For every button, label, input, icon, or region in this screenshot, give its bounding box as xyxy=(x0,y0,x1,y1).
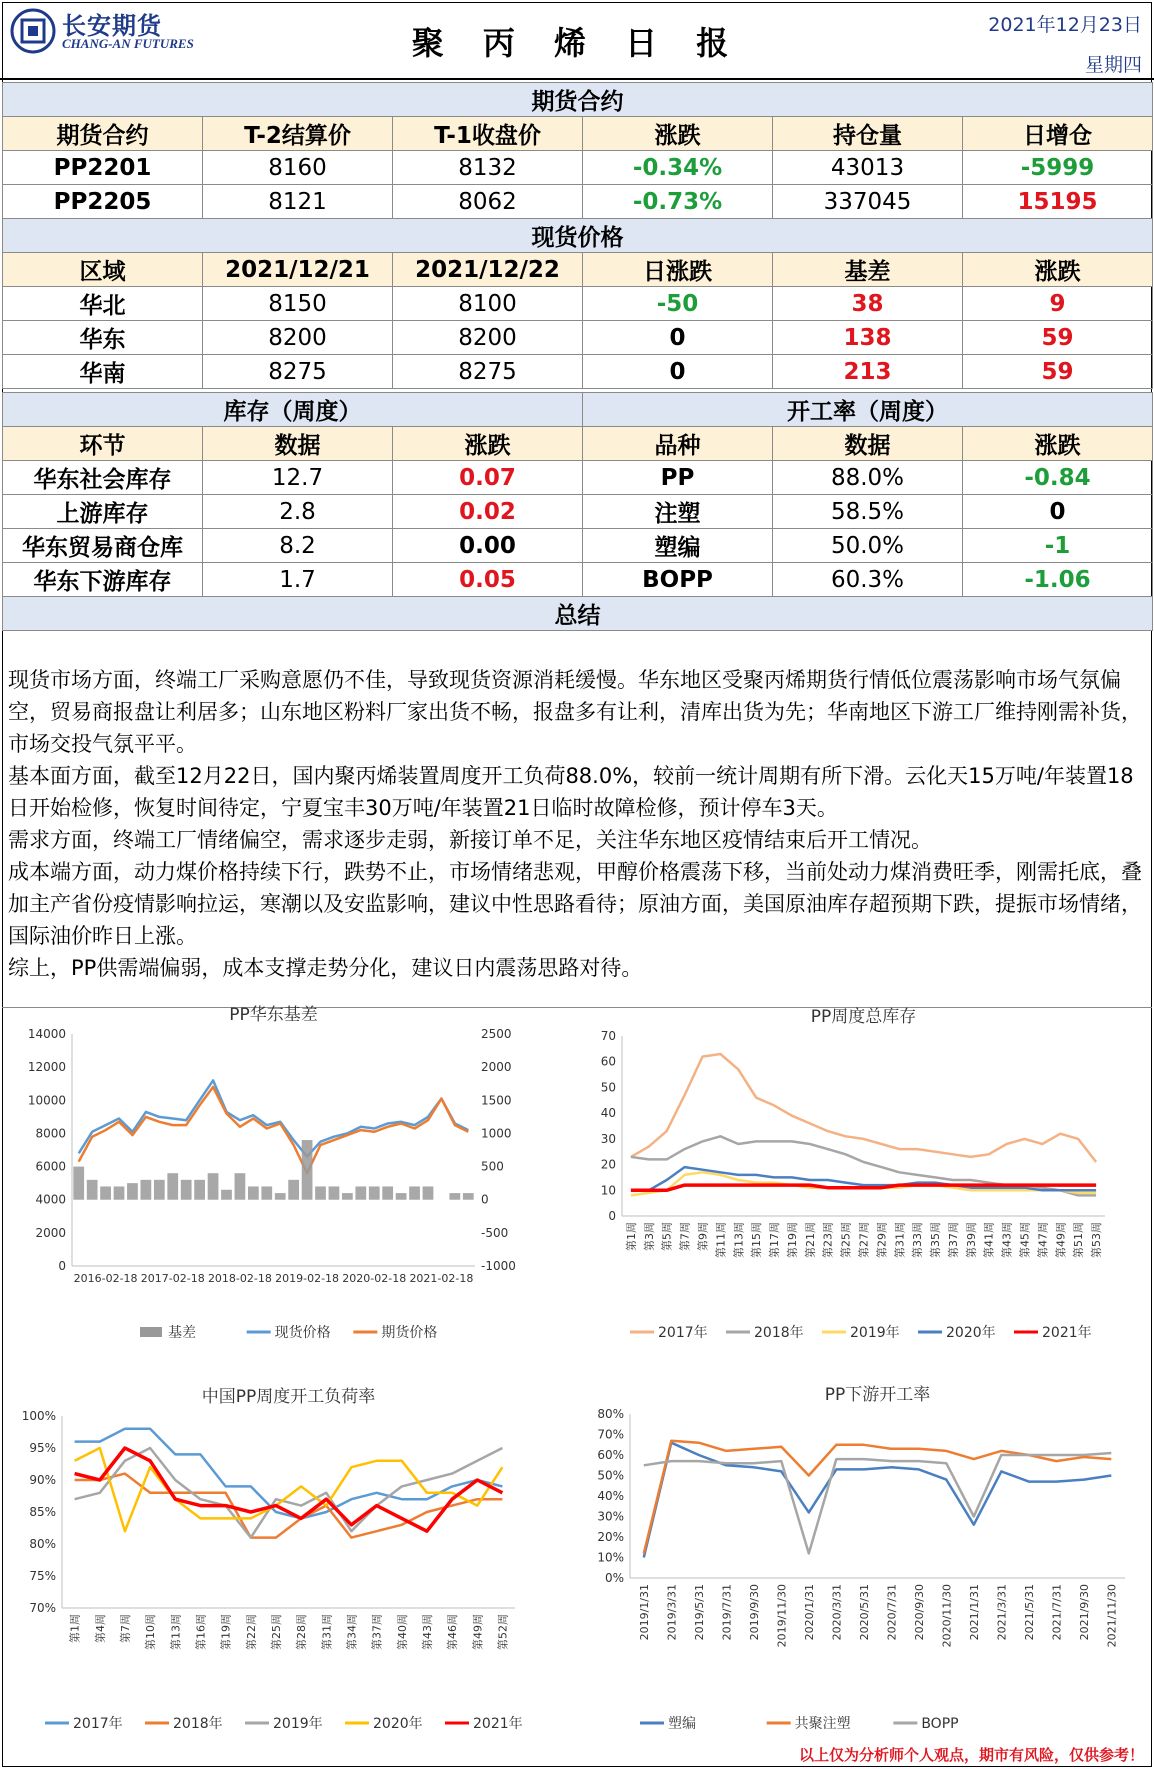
operating-cell: 60.3% xyxy=(773,563,963,597)
spot-cell: 0 xyxy=(583,321,773,355)
x-tick-label: 第1周 xyxy=(624,1222,638,1251)
basis-bar xyxy=(127,1183,138,1200)
table-row xyxy=(3,461,1153,495)
x-tick-label: 第29周 xyxy=(875,1222,889,1258)
spot-cell: 华南 xyxy=(3,355,203,389)
spot-cell: 213 xyxy=(773,355,963,389)
x-tick-label: 第31周 xyxy=(893,1222,907,1258)
x-tick-label: 第3周 xyxy=(642,1222,656,1251)
legend-label: BOPP xyxy=(921,1716,959,1732)
summary-paragraph: 成本端方面，动力煤价格持续下行，跌势不止，市场情绪悲观，甲醇价格震荡下移，当前处动力煤消费旺季，刚需托底，叠加主产省份疫情影响拉运，寒潮以及安监影响，建议中性思路看待；原油方面，美国原油库存超预期下跌，提振市场情绪，国际油价昨日上涨。 xyxy=(8,860,1142,948)
company-name-en: CHANG-AN FUTURES xyxy=(62,36,194,51)
table-row xyxy=(3,563,1153,597)
y-right-tick-label: 0 xyxy=(481,1192,489,1207)
y-tick-label: 100% xyxy=(21,1409,56,1423)
operating-cell: 注塑 xyxy=(583,495,773,529)
chart-basis xyxy=(10,1005,565,1346)
basis-bar xyxy=(141,1180,152,1200)
y-tick-label: 60% xyxy=(597,1448,624,1462)
table-row xyxy=(3,495,1153,529)
x-tick-label: 2020/1/31 xyxy=(802,1584,816,1641)
y-tick-label: 8000 xyxy=(35,1126,66,1141)
inventory-cell: 0.05 xyxy=(393,563,583,597)
series-line-1 xyxy=(644,1441,1112,1554)
spot-col-region: 区域 xyxy=(3,253,203,287)
spot-section-title: 现货价格 xyxy=(3,219,1153,253)
chart-title: PP周度总库存 xyxy=(810,1007,917,1027)
y-tick-label: 20% xyxy=(597,1530,624,1544)
y-tick-label: 80% xyxy=(29,1537,56,1551)
x-tick-label: 第21周 xyxy=(803,1222,817,1258)
futures-cell: 15195 xyxy=(963,185,1153,219)
x-tick-label: 2019/3/31 xyxy=(665,1584,679,1641)
operating-cell: 88.0% xyxy=(773,461,963,495)
basis-bar xyxy=(181,1180,192,1200)
basis-bar xyxy=(382,1186,393,1199)
table-row xyxy=(3,287,1153,321)
x-tick-label: 第52周 xyxy=(496,1614,510,1650)
chart-inventory xyxy=(580,1007,1145,1346)
x-tick-label: 2021/11/30 xyxy=(1105,1584,1119,1648)
x-tick-label: 第51周 xyxy=(1072,1222,1086,1258)
x-tick-label: 第23周 xyxy=(821,1222,835,1258)
x-tick-label: 2021/1/31 xyxy=(967,1584,981,1641)
x-tick-label: 2021/3/31 xyxy=(995,1584,1009,1641)
operating-cell: 50.0% xyxy=(773,529,963,563)
y-right-tick-label: -1000 xyxy=(481,1259,516,1273)
y-tick-label: 70 xyxy=(600,1029,616,1043)
basis-bar xyxy=(167,1173,178,1200)
inventory-cell: 华东下游库存 xyxy=(3,563,203,597)
y-right-tick-label: 500 xyxy=(481,1159,504,1174)
x-tick-label: 第10周 xyxy=(144,1614,158,1650)
operating-cell: BOPP xyxy=(583,563,773,597)
legend-label: 2020年 xyxy=(373,1716,423,1732)
x-tick-label: 第5周 xyxy=(660,1222,674,1251)
x-tick-label: 第7周 xyxy=(118,1614,132,1643)
basis-bar xyxy=(288,1180,299,1200)
basis-bar xyxy=(423,1186,434,1199)
legend-label: 2021年 xyxy=(473,1716,523,1732)
x-tick-label: 2019/9/30 xyxy=(747,1584,761,1641)
summary-paragraph: 现货市场方面，终端工厂采购意愿仍不佳，导致现货资源消耗缓慢。华东地区受聚丙烯期货行情低位震荡影响市场气氛偏空，贸易商报盘让利居多；山东地区粉料厂家出货不畅，报盘多有让利，清库出货为先；华南地区下游工厂维持刚需补货，市场交投气氛平平。 xyxy=(8,668,1142,756)
operating-cell: 0 xyxy=(963,495,1153,529)
spot-cell: 8100 xyxy=(393,287,583,321)
report-title: 聚 丙 烯 日 报 xyxy=(411,24,743,62)
operating-section-title: 开工率（周度） xyxy=(583,393,1153,427)
x-tick-label: 第34周 xyxy=(345,1614,359,1650)
spot-cell: 华东 xyxy=(3,321,203,355)
basis-bar xyxy=(342,1193,353,1200)
series-line-0 xyxy=(75,1429,503,1519)
y-tick-label: 90% xyxy=(29,1473,56,1487)
disclaimer: 以上仅为分析师个人观点，期市有风险，仅供参考！ xyxy=(798,1746,1144,1764)
y-tick-label: 12000 xyxy=(27,1060,66,1075)
inventory-cell: 华东贸易商仓库 xyxy=(3,529,203,563)
y-tick-label: 0% xyxy=(604,1571,624,1585)
operating-cell: -1.06 xyxy=(963,563,1153,597)
futures-cell: 8062 xyxy=(393,185,583,219)
inventory-cell: 2.8 xyxy=(203,495,393,529)
basis-bar xyxy=(449,1193,460,1200)
x-tick-label: 第25周 xyxy=(269,1614,283,1650)
x-tick-label: 第15周 xyxy=(750,1222,764,1258)
y-tick-label: 30 xyxy=(600,1131,616,1146)
inventory-cell: 1.7 xyxy=(203,563,393,597)
inventory-cell: 8.2 xyxy=(203,529,393,563)
spot-cell: 59 xyxy=(963,355,1153,389)
futures-cell: -0.73% xyxy=(583,185,773,219)
table-row xyxy=(3,151,1153,185)
x-tick-label: 第41周 xyxy=(982,1222,996,1258)
basis-bar xyxy=(329,1186,340,1199)
chart-downstream-rate-svg xyxy=(580,1370,1145,1740)
x-tick-label: 第9周 xyxy=(696,1222,710,1251)
chart-basis-svg xyxy=(10,1005,565,1346)
chart-operating-rate-svg xyxy=(10,1370,565,1740)
y-tick-label: 10 xyxy=(600,1183,616,1198)
chart-title: PP下游开工率 xyxy=(824,1385,931,1405)
y-right-tick-label: 1000 xyxy=(481,1126,512,1141)
y-tick-label: 6000 xyxy=(35,1159,66,1174)
basis-bar xyxy=(248,1186,259,1199)
x-tick-label: 2019/1/31 xyxy=(637,1584,651,1641)
basis-bar xyxy=(396,1193,407,1200)
operating-col-value: 数据 xyxy=(773,427,963,461)
y-right-tick-label: 2000 xyxy=(481,1060,512,1075)
x-tick-label: 第19周 xyxy=(785,1222,799,1258)
basis-bar xyxy=(235,1173,246,1200)
spot-cell: 0 xyxy=(583,355,773,389)
summary-paragraph: 基本面方面，截至12月22日，国内聚丙烯装置周度开工负荷88.0%，较前一统计周期有所下滑。云化天15万吨/年装置18日开始检修，恢复时间待定，宁夏宝丰30万吨/年装置21日临时故障检修，预计停车3天。 xyxy=(8,764,1134,820)
x-tick-label: 第11周 xyxy=(714,1222,728,1258)
inventory-cell: 0.07 xyxy=(393,461,583,495)
spot-cell: 8275 xyxy=(203,355,393,389)
spot-cell: 59 xyxy=(963,321,1153,355)
y-tick-label: 10000 xyxy=(27,1093,66,1108)
x-tick-label: 2021/9/30 xyxy=(1077,1584,1091,1641)
basis-bar xyxy=(275,1193,286,1200)
x-tick-label: 第43周 xyxy=(420,1614,434,1650)
y-tick-label: 60 xyxy=(600,1054,616,1069)
y-tick-label: 4000 xyxy=(35,1192,66,1207)
x-tick-label: 第47周 xyxy=(1036,1222,1050,1258)
x-tick-label: 2019/5/31 xyxy=(692,1584,706,1641)
legend-label: 2019年 xyxy=(850,1325,900,1341)
y-tick-label: 70% xyxy=(597,1427,624,1442)
futures-cell: 337045 xyxy=(773,185,963,219)
operating-col-variety: 品种 xyxy=(583,427,773,461)
spot-cell: 138 xyxy=(773,321,963,355)
y-right-tick-label: -500 xyxy=(481,1225,509,1240)
table-row xyxy=(3,185,1153,219)
x-tick-label: 2018-02-18 xyxy=(207,1272,272,1285)
x-tick-label: 第49周 xyxy=(471,1614,485,1650)
y-tick-label: 80% xyxy=(597,1407,624,1421)
inventory-section-title: 库存（周度） xyxy=(3,393,583,427)
y-tick-label: 70% xyxy=(29,1601,56,1615)
x-tick-label: 第43周 xyxy=(1000,1222,1014,1258)
inventory-col-stage: 环节 xyxy=(3,427,203,461)
y-tick-label: 95% xyxy=(29,1441,56,1455)
report-date: 2021年12月23日 xyxy=(988,14,1142,36)
spot-cell: -50 xyxy=(583,287,773,321)
spot-col-date2: 2021/12/22 xyxy=(393,253,583,287)
futures-cell: -5999 xyxy=(963,151,1153,185)
y-tick-label: 0 xyxy=(608,1209,616,1223)
x-tick-label: 第46周 xyxy=(446,1614,460,1650)
spot-cell: 华北 xyxy=(3,287,203,321)
y-tick-label: 10% xyxy=(597,1550,624,1565)
x-tick-label: 第35周 xyxy=(929,1222,943,1258)
inventory-col-change: 涨跌 xyxy=(393,427,583,461)
x-tick-label: 2019/7/31 xyxy=(720,1584,734,1641)
x-tick-label: 第19周 xyxy=(219,1614,233,1650)
y-right-tick-label: 2500 xyxy=(481,1027,512,1041)
basis-bar xyxy=(194,1180,205,1200)
inventory-cell: 华东社会库存 xyxy=(3,461,203,495)
spot-cell: 9 xyxy=(963,287,1153,321)
futures-col-close: T-1收盘价 xyxy=(393,117,583,151)
x-tick-label: 2019-02-18 xyxy=(275,1272,340,1285)
inventory-cell: 上游库存 xyxy=(3,495,203,529)
legend-label: 2018年 xyxy=(754,1325,804,1341)
x-tick-label: 第40周 xyxy=(395,1614,409,1650)
operating-cell: 塑编 xyxy=(583,529,773,563)
y-tick-label: 40% xyxy=(597,1489,624,1503)
x-tick-label: 2020/5/31 xyxy=(857,1584,871,1641)
chart-title: 中国PP周度开工负荷率 xyxy=(201,1387,376,1407)
legend-label: 2020年 xyxy=(946,1325,996,1341)
inventory-cell: 0.00 xyxy=(393,529,583,563)
spot-col-date1: 2021/12/21 xyxy=(203,253,393,287)
basis-bar xyxy=(315,1186,326,1199)
report-weekday: 星期四 xyxy=(1084,54,1142,76)
futures-col-open-interest: 持仓量 xyxy=(773,117,963,151)
summary-text xyxy=(2,632,1152,1008)
basis-bar xyxy=(87,1180,98,1200)
futures-cell: -0.34% xyxy=(583,151,773,185)
basis-bar xyxy=(73,1167,84,1200)
x-tick-label: 第53周 xyxy=(1090,1222,1104,1258)
futures-cell: PP2201 xyxy=(3,151,203,185)
x-tick-label: 第7周 xyxy=(678,1222,692,1251)
x-tick-label: 第17周 xyxy=(768,1222,782,1258)
spot-cell: 8275 xyxy=(393,355,583,389)
summary-paragraph: 综上，PP供需端偏弱，成本支撑走势分化，建议日内震荡思路对待。 xyxy=(8,956,643,980)
basis-bar xyxy=(221,1190,232,1200)
y-tick-label: 85% xyxy=(29,1505,56,1519)
x-tick-label: 第37周 xyxy=(946,1222,960,1258)
x-tick-label: 第28周 xyxy=(295,1614,309,1650)
futures-cell: 43013 xyxy=(773,151,963,185)
x-tick-label: 第27周 xyxy=(857,1222,871,1258)
basis-bar xyxy=(409,1186,420,1199)
futures-cell: 8121 xyxy=(203,185,393,219)
futures-spot-table xyxy=(2,82,1153,389)
summary-section-title: 总结 xyxy=(3,597,1153,631)
basis-bar xyxy=(261,1186,272,1199)
x-tick-label: 第4周 xyxy=(93,1614,107,1643)
summary-paragraph: 需求方面，终端工厂情绪偏空，需求逐步走弱，新接订单不足，关注华东地区疫情结束后开工情况。 xyxy=(8,828,932,852)
inventory-cell: 0.02 xyxy=(393,495,583,529)
spot-col-basis: 基差 xyxy=(773,253,963,287)
futures-cell: 8132 xyxy=(393,151,583,185)
x-tick-label: 2020/11/30 xyxy=(940,1584,954,1648)
x-tick-label: 2021-02-18 xyxy=(409,1272,474,1285)
y-tick-label: 75% xyxy=(29,1569,56,1583)
legend-label: 2018年 xyxy=(173,1716,223,1732)
x-tick-label: 2019/11/30 xyxy=(775,1584,789,1648)
inventory-cell: 12.7 xyxy=(203,461,393,495)
legend-label: 2019年 xyxy=(273,1716,323,1732)
table-row xyxy=(3,355,1153,389)
futures-cell: 8160 xyxy=(203,151,393,185)
inventory-operating-table xyxy=(2,392,1153,631)
spot-cell: 38 xyxy=(773,287,963,321)
x-tick-label: 2021/7/31 xyxy=(1050,1584,1064,1641)
futures-header-row xyxy=(3,117,1153,151)
spot-cell: 8200 xyxy=(393,321,583,355)
x-tick-label: 第37周 xyxy=(370,1614,384,1650)
basis-bar xyxy=(154,1180,165,1200)
legend-label: 期货价格 xyxy=(381,1325,438,1341)
spot-header-row xyxy=(3,253,1153,287)
y-tick-label: 20 xyxy=(600,1157,616,1172)
x-tick-label: 2021/5/31 xyxy=(1022,1584,1036,1641)
table-row xyxy=(3,529,1153,563)
operating-cell: 58.5% xyxy=(773,495,963,529)
futures-col-change: 涨跌 xyxy=(583,117,773,151)
x-tick-label: 第31周 xyxy=(320,1614,334,1650)
series-line-0 xyxy=(79,1080,469,1156)
y-right-tick-label: 1500 xyxy=(481,1093,512,1108)
x-tick-label: 第22周 xyxy=(244,1614,258,1650)
y-tick-label: 30% xyxy=(597,1509,624,1524)
x-tick-label: 第13周 xyxy=(169,1614,183,1650)
y-tick-label: 2000 xyxy=(35,1225,66,1240)
y-tick-label: 14000 xyxy=(27,1027,66,1041)
spot-cell: 8200 xyxy=(203,321,393,355)
x-tick-label: 2020-02-18 xyxy=(342,1272,407,1285)
spot-cell: 8150 xyxy=(203,287,393,321)
spot-col-daily-change: 日涨跌 xyxy=(583,253,773,287)
chart-downstream-rate xyxy=(580,1370,1145,1740)
inventory-col-value: 数据 xyxy=(203,427,393,461)
spot-col-basis-change: 涨跌 xyxy=(963,253,1153,287)
legend-swatch xyxy=(140,1327,162,1337)
x-tick-label: 第25周 xyxy=(839,1222,853,1258)
x-tick-label: 2017-02-18 xyxy=(140,1272,205,1285)
basis-bar xyxy=(114,1186,125,1199)
basis-bar xyxy=(100,1186,111,1199)
futures-col-contract: 期货合约 xyxy=(3,117,203,151)
futures-col-settle: T-2结算价 xyxy=(203,117,393,151)
series-line-1 xyxy=(75,1474,503,1538)
series-line-4 xyxy=(75,1448,503,1531)
legend-label: 基差 xyxy=(168,1325,196,1341)
operating-col-change: 涨跌 xyxy=(963,427,1153,461)
chart-title: PP华东基差 xyxy=(229,1005,318,1025)
basis-bar xyxy=(208,1173,219,1200)
series-line-1 xyxy=(79,1087,469,1173)
chart-operating-rate xyxy=(10,1370,565,1740)
x-tick-label: 第16周 xyxy=(194,1614,208,1650)
x-tick-label: 2020/7/31 xyxy=(885,1584,899,1641)
company-name-cn: 长安期货 xyxy=(62,12,162,40)
operating-cell: -1 xyxy=(963,529,1153,563)
operating-cell: -0.84 xyxy=(963,461,1153,495)
x-tick-label: 第33周 xyxy=(911,1222,925,1258)
operating-cell: PP xyxy=(583,461,773,495)
basis-bar xyxy=(355,1186,366,1199)
y-tick-label: 50% xyxy=(597,1468,624,1483)
series-line-0 xyxy=(631,1054,1096,1162)
x-tick-label: 第13周 xyxy=(732,1222,746,1258)
x-tick-label: 2020/3/31 xyxy=(830,1584,844,1641)
legend-label: 现货价格 xyxy=(274,1325,331,1341)
x-tick-label: 2016-02-18 xyxy=(73,1272,138,1285)
x-tick-label: 2020/9/30 xyxy=(912,1584,926,1641)
table-row xyxy=(3,321,1153,355)
legend-label: 2017年 xyxy=(658,1325,708,1341)
futures-cell: PP2205 xyxy=(3,185,203,219)
y-tick-label: 0 xyxy=(58,1259,66,1273)
legend-label: 2021年 xyxy=(1042,1325,1092,1341)
inventory-header-row xyxy=(3,427,1153,461)
legend-label: 共聚注塑 xyxy=(794,1716,851,1732)
basis-bar xyxy=(302,1140,313,1200)
legend-label: 塑编 xyxy=(668,1716,696,1732)
report-header xyxy=(0,0,1154,80)
x-tick-label: 第1周 xyxy=(68,1614,82,1643)
basis-bar xyxy=(369,1186,380,1199)
y-tick-label: 40 xyxy=(600,1106,616,1121)
futures-col-oi-change: 日增仓 xyxy=(963,117,1153,151)
x-tick-label: 第49周 xyxy=(1054,1222,1068,1258)
x-tick-label: 第45周 xyxy=(1018,1222,1032,1258)
y-tick-label: 50 xyxy=(600,1080,616,1095)
x-tick-label: 第39周 xyxy=(964,1222,978,1258)
legend-label: 2017年 xyxy=(73,1716,123,1732)
futures-section-title: 期货合约 xyxy=(3,83,1153,117)
basis-bar xyxy=(463,1193,474,1200)
chart-inventory-svg xyxy=(580,1007,1145,1346)
